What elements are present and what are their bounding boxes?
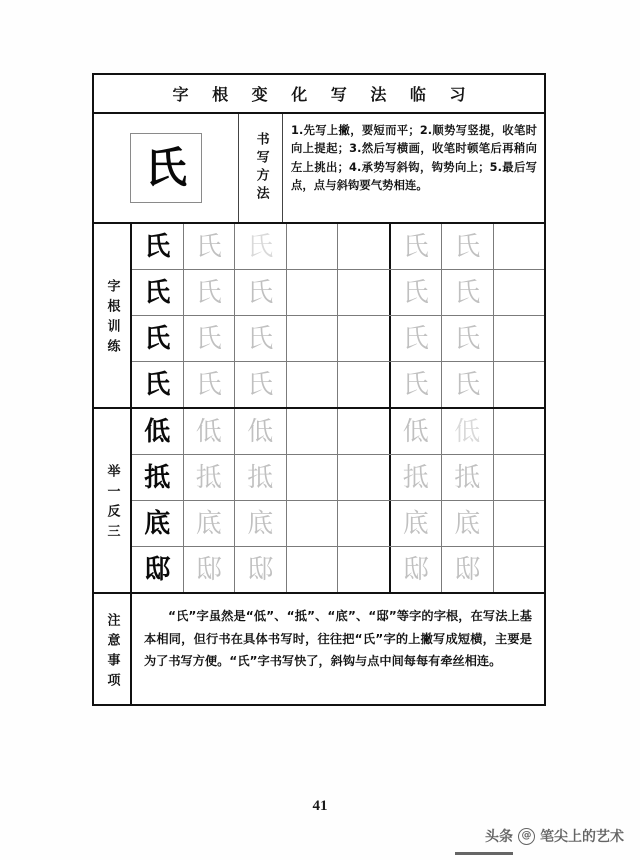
practice-cell[interactable] [235,362,287,407]
model-character-glyph: 氏 [144,143,187,192]
practice-cell[interactable] [494,409,545,454]
practice-glyph: 低 [144,416,171,447]
practice-cell[interactable] [132,501,184,546]
practice-cell[interactable] [184,547,236,592]
practice-glyph: 氏 [402,231,429,262]
practice-cell[interactable] [338,455,391,500]
practice-cell[interactable] [132,316,184,361]
practice-row [132,316,544,362]
section-label-zigen: 字根训练 [104,279,120,359]
practice-cell[interactable] [442,455,494,500]
practice-glyph: 抵 [247,462,274,493]
page-number: 41 [312,798,328,814]
writing-method-text: 1.先写上撇，要短而平；2.顺势写竖提，收笔时向上提起；3.然后写横画，收笔时顿笔后再稍向左上挑出；4.承势写斜钩，钩势向上；5.最后写点，点与斜钩要气势相连。 [291,124,537,192]
practice-cell[interactable] [132,224,184,269]
practice-cell[interactable] [338,270,391,315]
practice-glyph: 低 [402,416,429,447]
notes-row [94,594,544,704]
section-label-juyi: 举一反三 [104,464,120,544]
practice-cell[interactable] [184,224,236,269]
practice-glyph: 氏 [144,323,171,354]
practice-cell[interactable] [391,270,443,315]
practice-cell[interactable] [391,224,443,269]
practice-cell[interactable] [391,362,443,407]
practice-cell[interactable] [494,362,545,407]
practice-cell[interactable] [338,547,391,592]
practice-cell[interactable] [442,316,494,361]
practice-cell[interactable] [494,316,545,361]
practice-row [132,409,544,455]
practice-glyph: 邸 [247,554,274,585]
practice-glyph: 氏 [144,369,171,400]
practice-glyph: 邸 [402,554,429,585]
practice-cell[interactable] [442,270,494,315]
practice-glyph: 氏 [247,231,274,262]
practice-glyph: 氏 [454,277,481,308]
practice-cell[interactable] [338,362,391,407]
practice-glyph: 氏 [454,231,481,262]
calligraphy-worksheet-table [92,73,546,706]
practice-glyph: 氏 [195,369,222,400]
practice-cell[interactable] [391,409,443,454]
at-sign-icon: @ [518,828,535,845]
practice-cell[interactable] [338,316,391,361]
practice-cell[interactable] [287,501,339,546]
practice-cell[interactable] [235,501,287,546]
practice-cell[interactable] [132,362,184,407]
practice-glyph: 抵 [454,462,481,493]
practice-glyph: 抵 [402,462,429,493]
practice-row [132,362,544,407]
practice-glyph: 邸 [454,554,481,585]
practice-cell[interactable] [391,501,443,546]
practice-cell[interactable] [338,501,391,546]
practice-glyph: 邸 [144,554,171,585]
practice-glyph: 氏 [402,277,429,308]
practice-cell[interactable] [494,501,545,546]
notes-text: “氏”字虽然是“低”、“抵”、“底”、“邸”等字的字根，在写法上基本相同，但行书在具体书写时，往往把“氏”字的上撇写成短横，主要是为了书写方便。“氏”字书写快了，斜钩与点中间每每有牵丝相连。 [144,609,532,669]
practice-cell[interactable] [184,362,236,407]
practice-section-zigen [94,224,544,409]
practice-glyph: 底 [144,508,171,539]
practice-cell[interactable] [287,224,339,269]
practice-cell[interactable] [442,501,494,546]
practice-cell[interactable] [442,224,494,269]
practice-grid-zigen [132,224,544,407]
practice-cell[interactable] [287,409,339,454]
practice-cell[interactable] [235,547,287,592]
practice-cell[interactable] [132,270,184,315]
practice-cell[interactable] [184,270,236,315]
notes-label-cell [94,594,132,704]
practice-cell[interactable] [391,547,443,592]
practice-glyph: 低 [454,416,481,447]
practice-cell[interactable] [235,455,287,500]
practice-cell[interactable] [338,409,391,454]
practice-row [132,270,544,316]
practice-cell[interactable] [442,409,494,454]
practice-glyph: 低 [247,416,274,447]
practice-cell[interactable] [235,316,287,361]
writing-method-label: 书写方法 [253,132,269,204]
practice-glyph: 邸 [195,554,222,585]
practice-row [132,501,544,547]
practice-glyph: 抵 [144,462,171,493]
section-label-cell-juyi [94,409,132,592]
section-label-cell-zigen [94,224,132,407]
practice-section-juyi [94,409,544,594]
notes-label: 注意事项 [104,612,120,693]
practice-cell[interactable] [287,316,339,361]
watermark-author: 笔尖上的艺术 [540,829,624,845]
practice-cell[interactable] [287,270,339,315]
practice-glyph: 氏 [195,277,222,308]
watermark [485,826,624,846]
practice-glyph: 氏 [144,277,171,308]
practice-cell[interactable] [132,455,184,500]
practice-glyph: 氏 [195,231,222,262]
practice-cell[interactable] [391,316,443,361]
practice-glyph: 底 [454,508,481,539]
practice-glyph: 氏 [144,231,171,262]
practice-cell[interactable] [184,455,236,500]
practice-grid-juyi [132,409,544,592]
watermark-rule [455,852,513,855]
practice-glyph: 氏 [195,323,222,354]
watermark-source: 头条 [485,829,513,845]
practice-glyph: 抵 [195,462,222,493]
notes-text-cell [132,594,544,704]
practice-cell[interactable] [235,224,287,269]
practice-cell[interactable] [287,362,339,407]
practice-glyph: 氏 [402,323,429,354]
practice-glyph: 低 [195,416,222,447]
practice-cell[interactable] [132,409,184,454]
practice-cell[interactable] [132,547,184,592]
practice-cell[interactable] [494,224,545,269]
practice-row [132,547,544,592]
practice-cell[interactable] [287,455,339,500]
model-character-cell [94,114,239,222]
practice-row [132,224,544,270]
writing-method-label-cell [239,114,283,222]
practice-glyph: 氏 [247,323,274,354]
practice-glyph: 底 [195,508,222,539]
practice-cell[interactable] [494,455,545,500]
practice-glyph: 氏 [454,369,481,400]
practice-cell[interactable] [184,501,236,546]
page-title: 字 根 变 化 写 法 临 习 [172,85,475,104]
model-character-frame [130,133,202,203]
writing-method-text-cell [283,114,544,222]
practice-glyph: 氏 [402,369,429,400]
practice-cell[interactable] [287,547,339,592]
practice-glyph: 底 [402,508,429,539]
practice-glyph: 氏 [247,277,274,308]
practice-cell[interactable] [494,270,545,315]
practice-glyph: 底 [247,508,274,539]
practice-cell[interactable] [235,270,287,315]
practice-cell[interactable] [442,547,494,592]
practice-cell[interactable] [442,362,494,407]
practice-cell[interactable] [494,547,545,592]
practice-glyph: 氏 [247,369,274,400]
writing-method-row [94,114,544,224]
practice-glyph: 氏 [454,323,481,354]
practice-cell[interactable] [235,409,287,454]
practice-cell[interactable] [338,224,391,269]
worksheet-title-row [94,75,544,114]
practice-row [132,455,544,501]
practice-cell[interactable] [184,316,236,361]
practice-cell[interactable] [391,455,443,500]
practice-cell[interactable] [184,409,236,454]
